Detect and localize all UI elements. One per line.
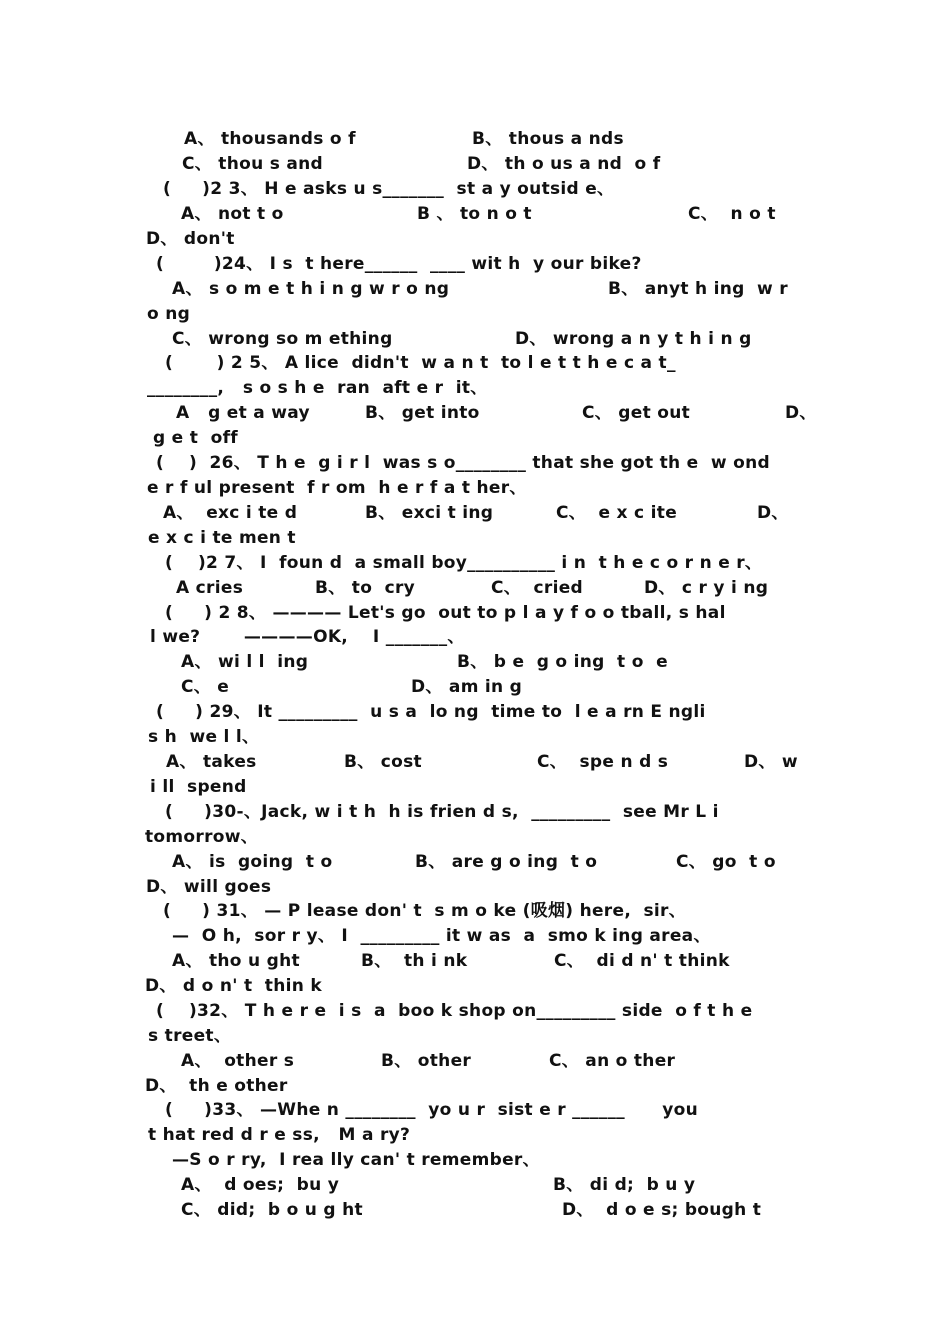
- q27-question: ( )2 7、 I foun d a small boy__________ i n t h e c o r n e r、: [165, 553, 763, 573]
- q24-option-d: D、 wrong a n y t h i n g: [515, 329, 752, 349]
- q24-question: ( )24、 I s t here______ ____ wit h y our bike?: [156, 254, 642, 274]
- q33-question-cont: t hat red d r e ss, M a ry?: [148, 1125, 411, 1145]
- q24-option-b: B、 anyt h ing w r: [608, 279, 788, 299]
- q29-option-c: C、 spe n d s: [537, 752, 669, 772]
- q26-option-a: A、 exc i te d: [163, 503, 298, 523]
- q28-option-b: B、 b e g o ing t o e: [457, 652, 668, 672]
- q22-option-c: C、 thou s and: [182, 154, 324, 174]
- q25-option-d: D、: [785, 403, 817, 423]
- q31-question-cont: — O h, sor r y、 I _________ it w as a smo k ing area、: [172, 926, 711, 946]
- q32-option-c: C、 an o ther: [549, 1051, 676, 1071]
- q26-option-b: B、 exci t ing: [365, 503, 494, 523]
- q24-option-c: C、 wrong so m ething: [172, 329, 393, 349]
- q29-option-d-cont: i ll spend: [150, 777, 247, 797]
- q24-option-b-cont: o ng: [147, 304, 191, 324]
- q28-question-cont: l we? ————OK, I _______、: [150, 627, 465, 647]
- q31-option-d: D、 d o n' t thin k: [145, 976, 322, 996]
- q30-question: ( )30-、Jack, w i t h h is frien d s, _________ see Mr L i: [165, 802, 719, 822]
- q23-option-d: D、 don't: [146, 229, 235, 249]
- q32-option-b: B、 other: [381, 1051, 472, 1071]
- q25-question-cont: ________, s o s h e ran aft e r it、: [147, 378, 488, 398]
- q30-option-d: D、 will goes: [146, 877, 272, 897]
- q33-option-d: D、 d o e s; bough t: [562, 1200, 762, 1220]
- q30-option-c: C、 go t o: [676, 852, 776, 872]
- q26-option-d: D、: [757, 503, 789, 523]
- q26-question: ( ) 26、 T h e g i r l was s o________ that she got th e w ond: [156, 453, 770, 473]
- q22-option-a: A、 thousands o f: [184, 129, 356, 149]
- q30-option-b: B、 are g o ing t o: [415, 852, 598, 872]
- q31-option-b: B、 th i nk: [361, 951, 468, 971]
- q33-option-a: A、 d oes; bu y: [181, 1175, 340, 1195]
- q29-option-d: D、 w: [744, 752, 798, 772]
- q28-option-c: C、 e: [181, 677, 230, 697]
- q33-response: —S o r ry, I rea lly can' t remember、: [172, 1150, 540, 1170]
- q28-option-a: A、 wi l l ing: [181, 652, 309, 672]
- q33-option-b: B、 di d; b u y: [553, 1175, 696, 1195]
- q26-question-cont: e r f ul present f r om h e r f a t her、: [147, 478, 527, 498]
- q23-option-a: A、 not t o: [181, 204, 284, 224]
- q33-question: ( )33、 —Whe n ________ yo u r sist e r ______ you: [165, 1100, 699, 1120]
- q25-option-d-cont: g e t off: [153, 428, 238, 448]
- q26-option-c: C、 e x c ite: [556, 503, 678, 523]
- q32-option-d: D、 th e other: [145, 1076, 288, 1096]
- q22-option-d: D、 th o us a nd o f: [467, 154, 661, 174]
- q31-question: ( ) 31、 — P lease don' t s m o ke (吸烟) here, sir、: [163, 901, 687, 921]
- q32-option-a: A、 other s: [181, 1051, 295, 1071]
- q24-option-a: A、 s o m e t h i n g w r o ng: [172, 279, 450, 299]
- q27-option-b: B、 to cry: [315, 578, 416, 598]
- q25-option-a: A g et a way: [176, 403, 310, 423]
- q23-question: ( )2 3、 H e asks u s_______ st a y outsid e、: [163, 179, 615, 199]
- q27-option-a: A cries: [176, 578, 244, 598]
- q29-option-b: B、 cost: [344, 752, 422, 772]
- q27-option-d: D、 c r y i ng: [644, 578, 769, 598]
- q23-option-b: B 、 to n o t: [417, 204, 532, 224]
- q31-option-c: C、 di d n' t think: [554, 951, 730, 971]
- q25-option-b: B、 get into: [365, 403, 480, 423]
- q25-question: ( ) 2 5、 A lice didn't w a n t to l e t t h e c a t_: [165, 353, 676, 373]
- q30-option-a: A、 is going t o: [172, 852, 333, 872]
- q29-question-cont: s h we l l、: [148, 727, 260, 747]
- q28-question: ( ) 2 8、 ———— Let's go out to p l a y f o o tball, s hal: [165, 603, 726, 623]
- q27-option-c: C、 cried: [491, 578, 583, 598]
- q29-question: ( ) 29、 It _________ u s a lo ng time to l e a rn E ngli: [156, 702, 706, 722]
- q31-option-a: A、 tho u ght: [172, 951, 300, 971]
- q32-question-cont: s treet、: [148, 1026, 232, 1046]
- q26-option-d-cont: e x c i te men t: [148, 528, 296, 548]
- q25-option-c: C、 get out: [582, 403, 691, 423]
- q30-question-cont: tomorrow、: [145, 827, 259, 847]
- q29-option-a: A、 takes: [166, 752, 257, 772]
- q32-question: ( )32、 T h e r e i s a boo k shop on_________ side o f t h e: [156, 1001, 753, 1021]
- q22-option-b: B、 thous a nds: [472, 129, 624, 149]
- q28-option-d: D、 am in g: [411, 677, 523, 697]
- q33-option-c: C、 did; b o u g ht: [181, 1200, 363, 1220]
- q23-option-c: C、 n o t: [688, 204, 776, 224]
